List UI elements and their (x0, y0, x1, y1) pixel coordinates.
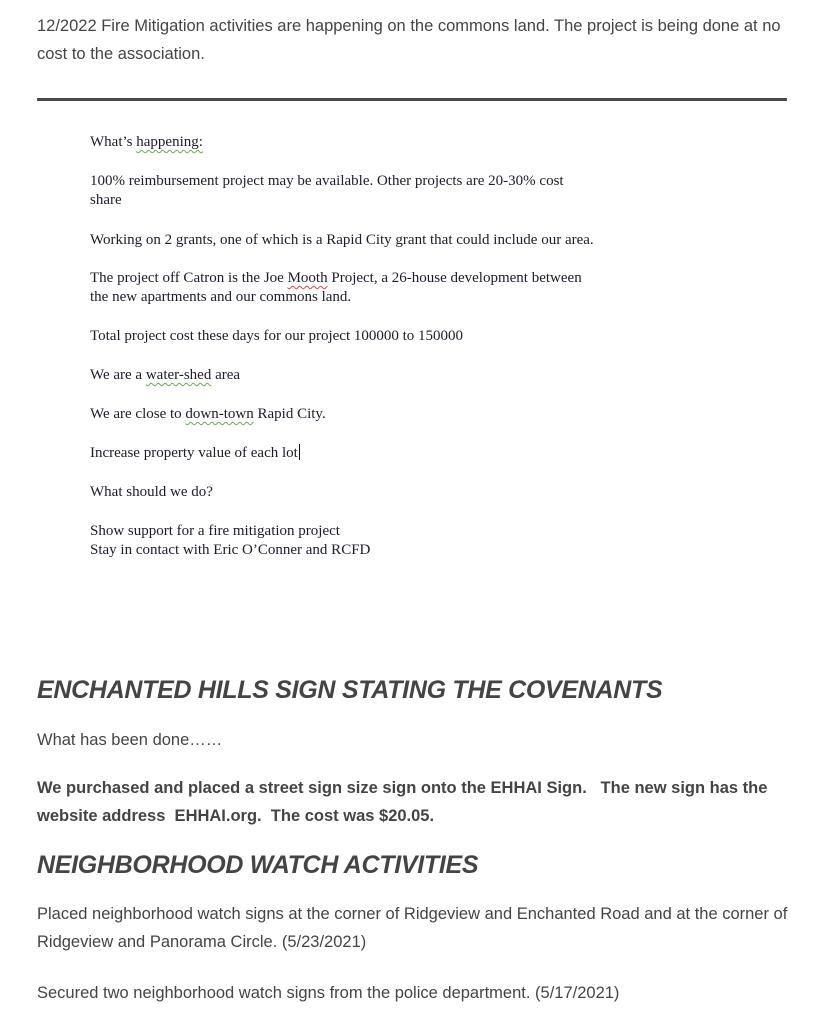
note-catron-line1 (90, 269, 582, 288)
note-catron-line2: the new apartments and our commons land. (90, 289, 352, 305)
note-watershed (90, 366, 240, 385)
text-cursor (299, 444, 300, 460)
watch-item-2: Secured two neighborhood watch signs from the police department. (5/17/2021) (37, 984, 620, 1002)
note-watershed-text-b: area (211, 367, 241, 383)
sign-section-subheading: What has been done…… (37, 731, 223, 749)
fire-mitigation-note-image (90, 128, 690, 568)
note-grants: Working on 2 grants, one of which is a Rapid City grant that could include our area. (90, 232, 594, 248)
note-catron-text-a: The project off Catron is the Joe (90, 270, 288, 286)
sign-section-body: We purchased and placed a street sign size sign onto the EHHAI Sign. The new sign has the website address EHHAI.org. The cost was $20.05. (37, 779, 768, 825)
sign-section-heading: ENCHANTED HILLS SIGN STATING THE COVENANTS (37, 676, 663, 704)
grammar-flagged-word: down-town (185, 406, 254, 422)
watch-item-1: Placed neighborhood watch signs at the corner of Ridgeview and Enchanted Road and at the corner of Ridgeview and Panorama Circle. (5/23/2021) (37, 905, 788, 951)
spelling-flagged-word: Mooth (287, 270, 328, 286)
note-reimbursement-line1: 100% reimbursement project may be available. Other projects are 20-30% cost (90, 173, 564, 189)
fire-mitigation-intro: 12/2022 Fire Mitigation activities are happening on the commons land. The project is being done at no cost to the association. (37, 17, 781, 63)
note-action-2: Stay in contact with Eric O’Conner and RCFD (90, 542, 371, 558)
note-downtown-text-a: We are close to (90, 406, 186, 422)
note-heading (90, 133, 203, 152)
note-catron-text-b: Project, a 26-house development between (327, 270, 582, 286)
note-property-value (90, 444, 300, 463)
note-total-cost: Total project cost these days for our project 100000 to 150000 (90, 328, 464, 344)
note-reimbursement-line2: share (90, 192, 122, 208)
grammar-flagged-word: happening: (136, 134, 203, 150)
note-property-value-text: Increase property value of each lot (90, 445, 298, 461)
horizontal-divider (37, 98, 787, 101)
note-watershed-text-a: We are a (90, 367, 146, 383)
watch-section-heading: NEIGHBORHOOD WATCH ACTIVITIES (37, 851, 479, 879)
note-downtown (90, 405, 326, 424)
note-action-1: Show support for a fire mitigation project (90, 523, 340, 539)
note-downtown-text-b: Rapid City. (253, 406, 326, 422)
note-question: What should we do? (90, 484, 213, 500)
note-heading-text: What’s (90, 134, 137, 150)
grammar-flagged-word: water-shed (145, 367, 212, 383)
